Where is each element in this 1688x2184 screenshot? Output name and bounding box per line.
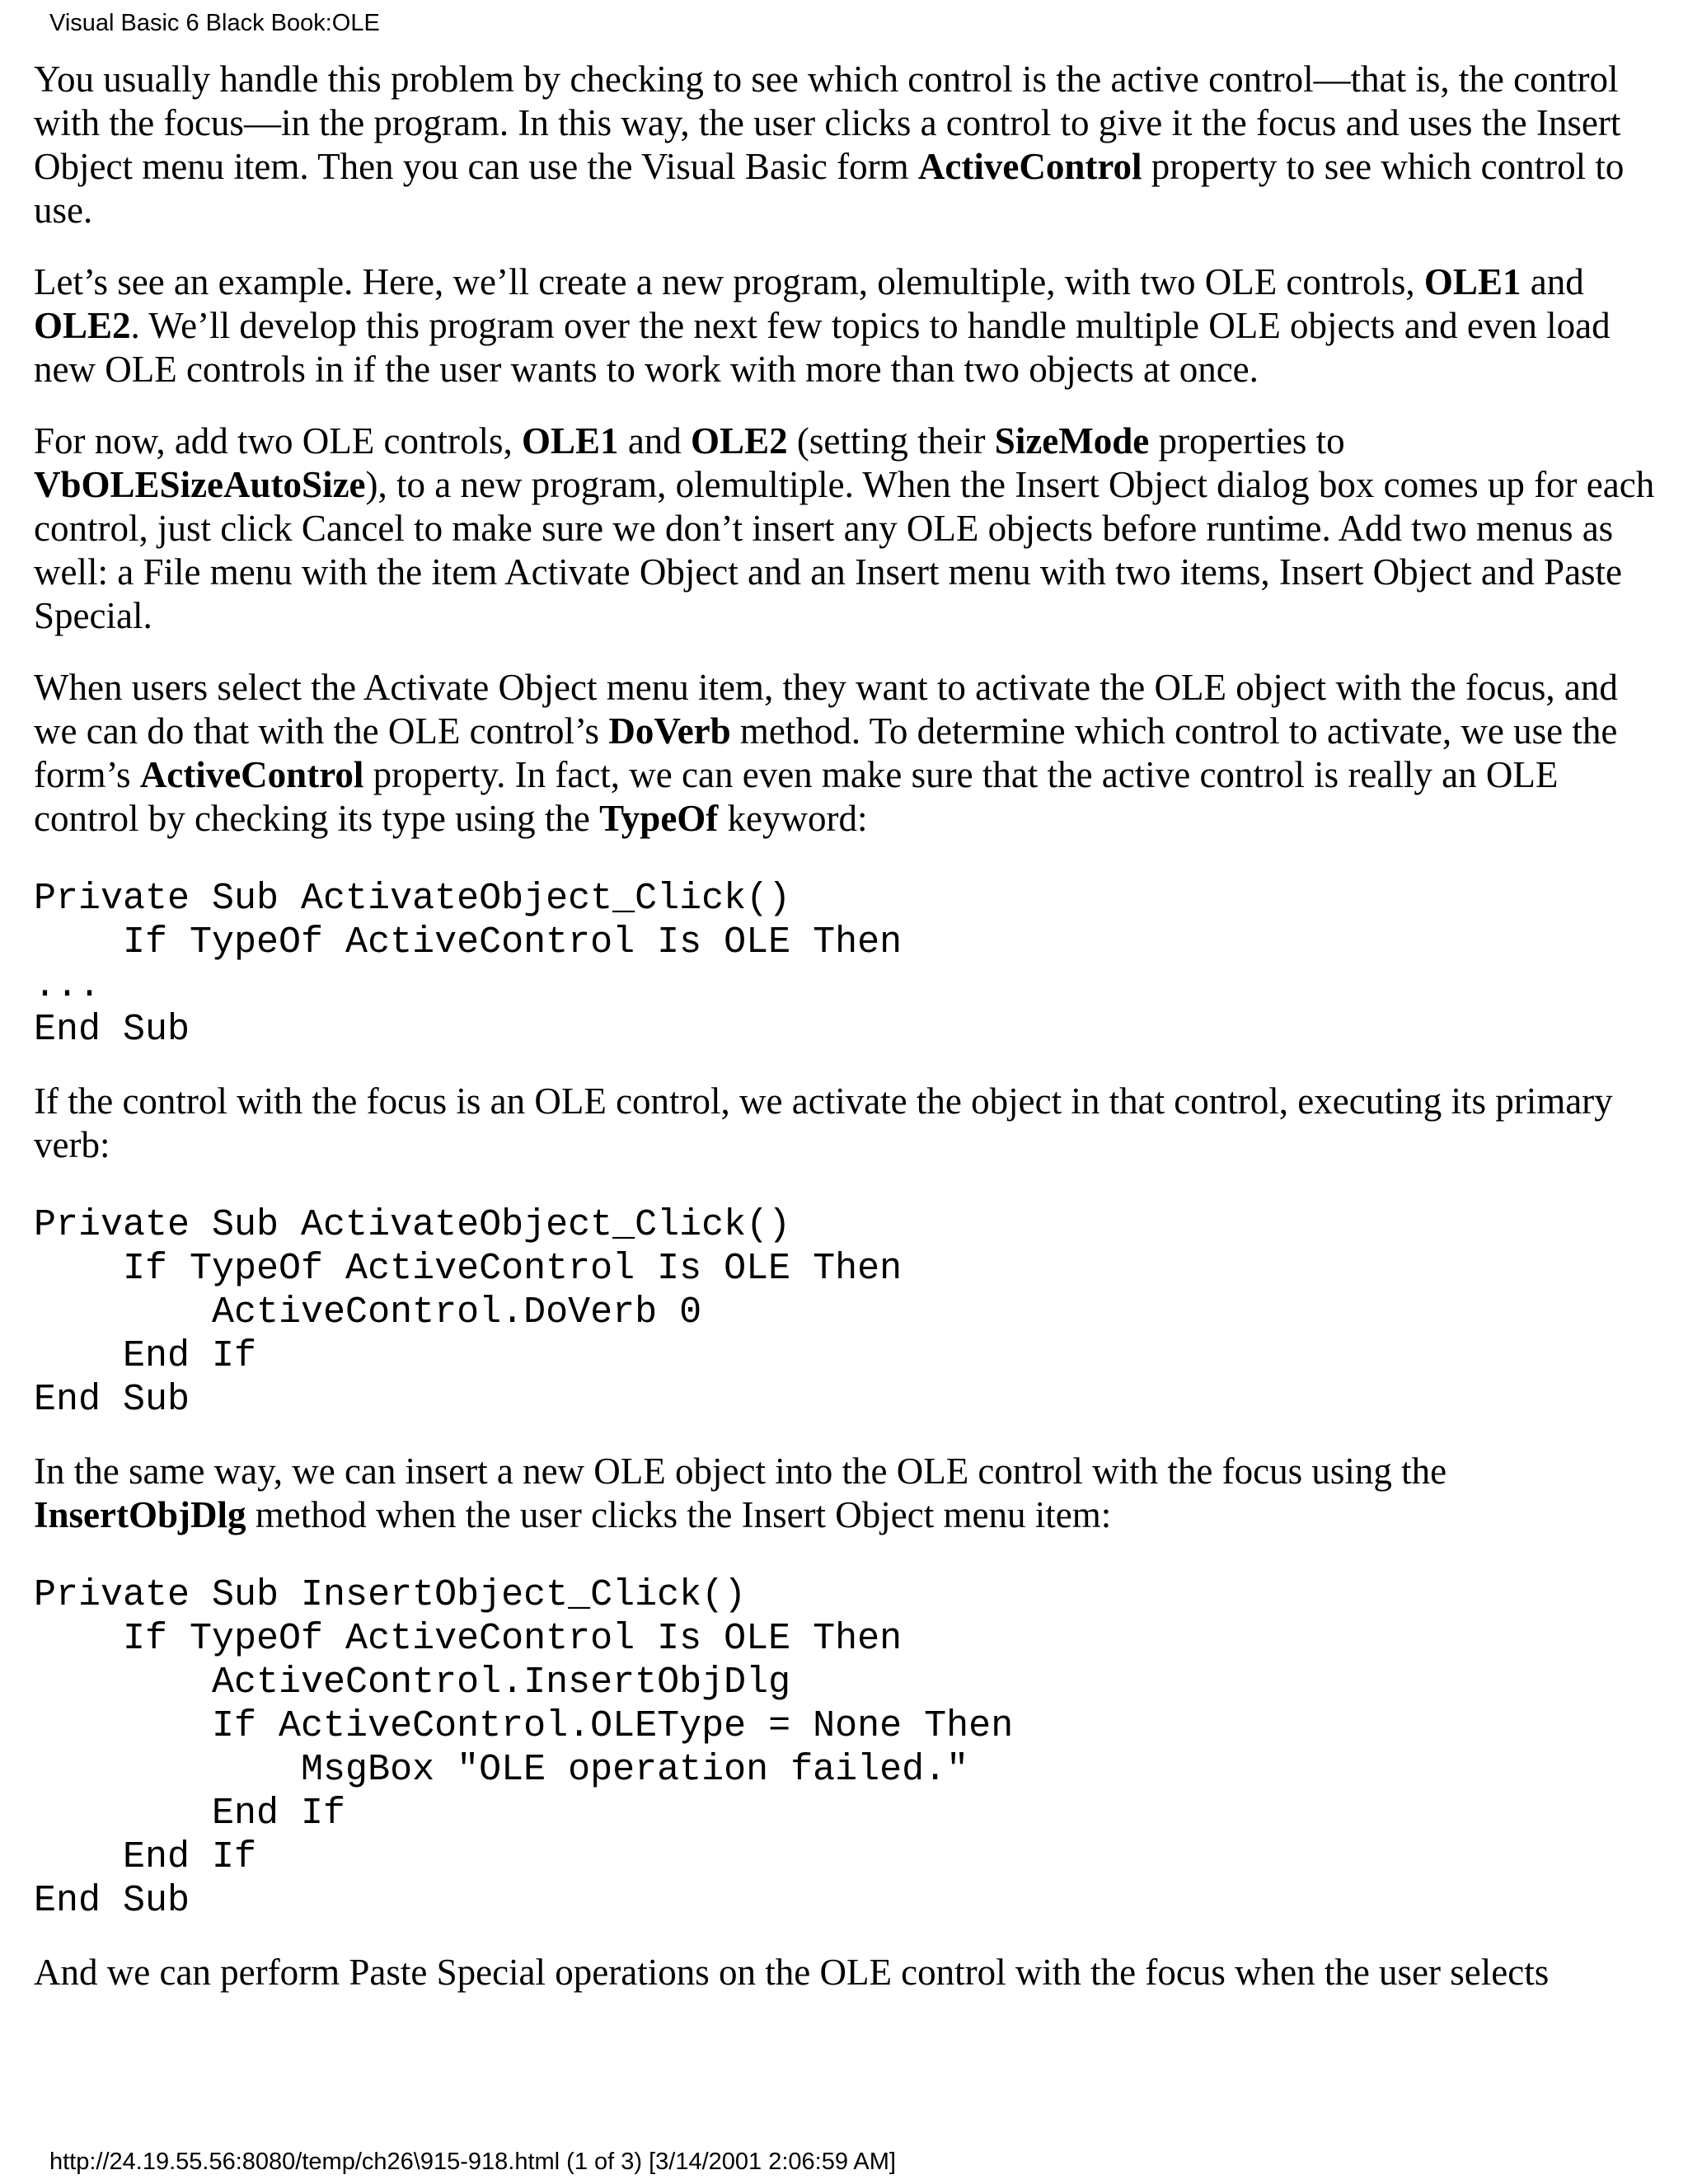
- text: property. In fact, we can even make sure that the active control is really an OLE control by checking its type using the: [34, 754, 1559, 839]
- term-vbolesizeautosize: VbOLESizeAutoSize: [34, 464, 366, 505]
- paragraph-5: [34, 1080, 1662, 1167]
- term-typeof: TypeOf: [599, 798, 719, 839]
- code-block-activate-partial: Private Sub ActivateObject_Click() If TypeOf ActiveControl Is OLE Then ... End Sub: [34, 878, 903, 1051]
- term-ole1: OLE1: [522, 420, 619, 462]
- page-footer-url: http://24.19.55.56:8080/temp/ch26\915-918.html (1 of 3) [3/14/2001 2:06:59 AM]: [49, 2149, 896, 2175]
- paragraph-2: [34, 260, 1662, 391]
- term-ole2: OLE2: [691, 420, 788, 462]
- code-block-insert-object: Private Sub InsertObject_Click() If TypeOf ActiveControl Is OLE Then ActiveControl.InsertObjDlg If ActiveControl.OLEType = None Then MsgBox "OLE operation failed." End If End If End Sub: [34, 1574, 1014, 1922]
- text: property to see which control to use.: [34, 146, 1625, 231]
- text: When users select the Activate Object menu item, they want to activate the OLE object with the focus, and we can do that with the OLE control’s: [34, 667, 1618, 752]
- text: If the control with the focus is an OLE control, we activate the object in that control, executing its primary verb:: [34, 1080, 1613, 1165]
- text: and: [1521, 261, 1584, 302]
- paragraph-6: [34, 1450, 1662, 1537]
- term-sizemode: SizeMode: [994, 420, 1150, 462]
- text: (setting their: [787, 420, 995, 462]
- text: method. To determine which control to activate, we use the form’s: [34, 710, 1618, 795]
- text: Let’s see an example. Here, we’ll create a new program, olemultiple, with two OLE controls,: [34, 261, 1424, 302]
- text: method when the user clicks the Insert Object menu item:: [246, 1494, 1112, 1535]
- paragraph-3: [34, 419, 1662, 638]
- paragraph-1: [34, 58, 1662, 232]
- text: and: [618, 420, 692, 462]
- term-activecontrol: ActiveControl: [917, 146, 1142, 187]
- text: For now, add two OLE controls,: [34, 420, 523, 462]
- paragraph-4: [34, 666, 1662, 841]
- page-header: Visual Basic 6 Black Book:OLE: [49, 10, 380, 36]
- text: ), to a new program, olemultiple. When the Insert Object dialog box comes up for each control, just click Cancel to make sure we don’t insert any OLE objects before runtime. Add two menus as well: a File menu with the item Activate Object and an Insert menu with two items, Insert Object and Paste Special.: [34, 464, 1655, 636]
- term-activecontrol: ActiveControl: [139, 754, 364, 795]
- text: properties to: [1149, 420, 1345, 462]
- text: You usually handle this problem by checking to see which control is the active control—that is, the control with the focus—in the program. In this way, the user clicks a control to give it the focus and uses the Insert Object menu item. Then you can use the Visual Basic form: [34, 59, 1621, 187]
- code-block-activate-full: Private Sub ActivateObject_Click() If TypeOf ActiveControl Is OLE Then ActiveControl.DoVerb 0 End If End Sub: [34, 1204, 903, 1421]
- text: And we can perform Paste Special operations on the OLE control with the focus when the user selects: [34, 1952, 1550, 1993]
- text: keyword:: [718, 798, 868, 839]
- paragraph-7: [34, 1951, 1662, 1994]
- document-body: [34, 58, 1662, 2022]
- term-insertobjdlg: InsertObjDlg: [34, 1494, 246, 1535]
- term-ole1: OLE1: [1423, 261, 1522, 302]
- text: In the same way, we can insert a new OLE object into the OLE control with the focus using the: [34, 1451, 1447, 1492]
- term-ole2: OLE2: [34, 305, 131, 346]
- term-doverb: DoVerb: [608, 710, 731, 752]
- text: . We’ll develop this program over the next few topics to handle multiple OLE objects and even load new OLE controls in if the user wants to work with more than two objects at once.: [34, 305, 1611, 390]
